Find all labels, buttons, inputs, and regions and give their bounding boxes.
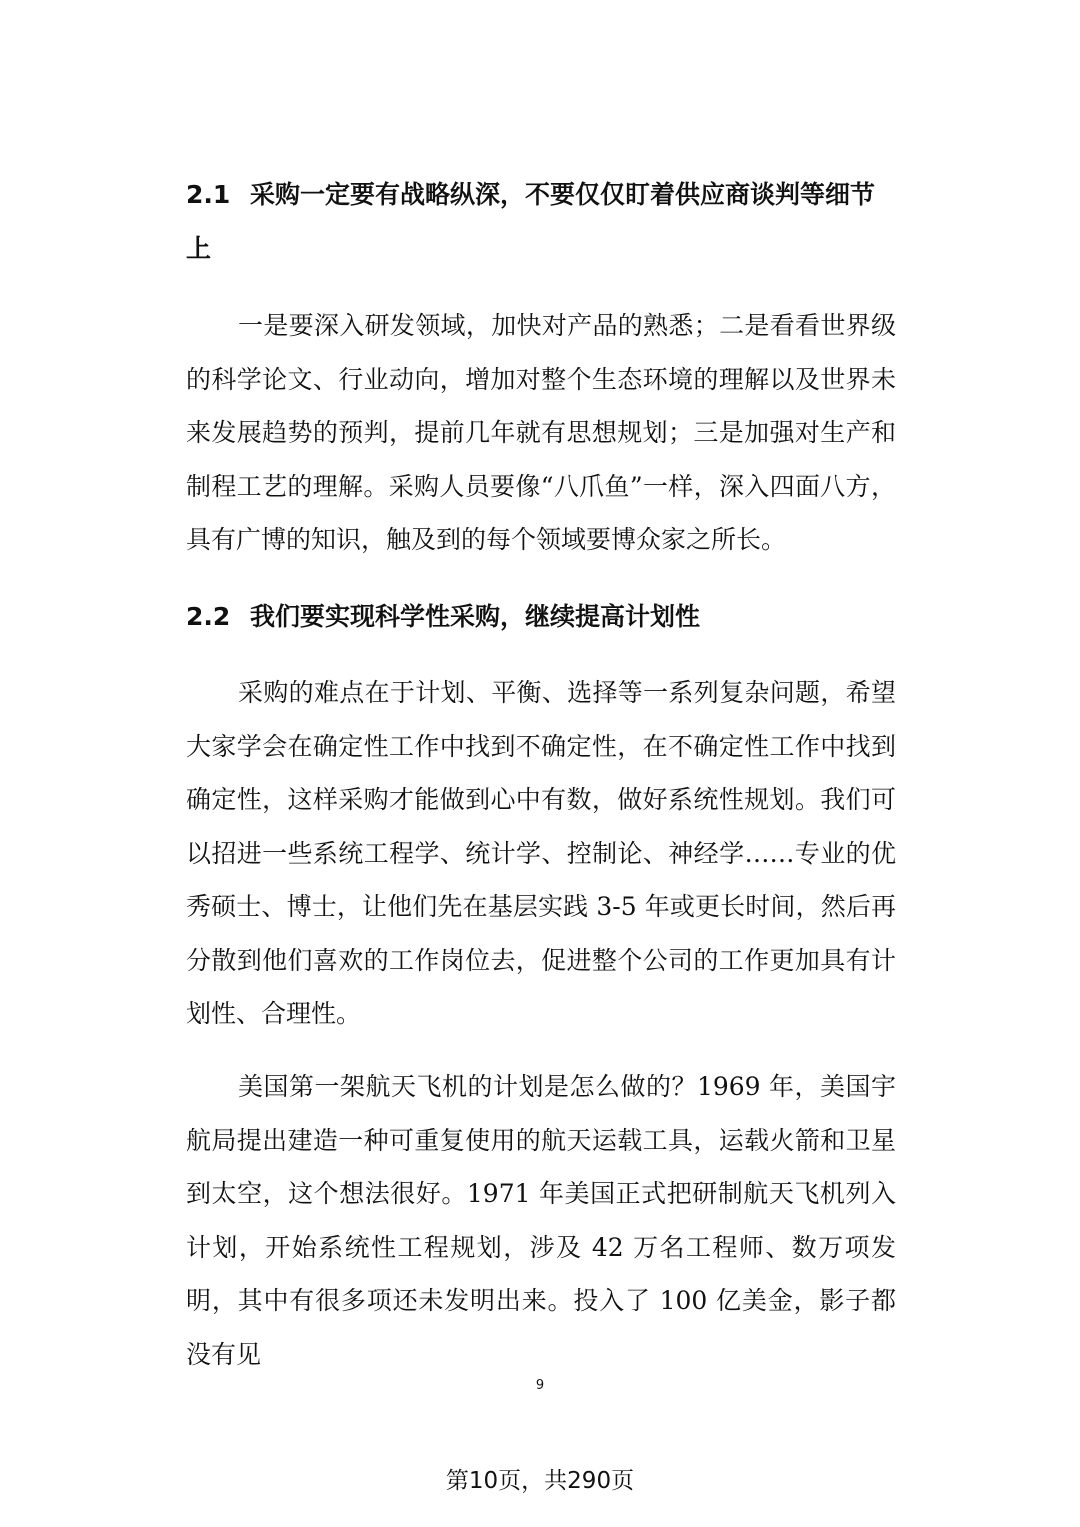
section-number: 2.1 [186,180,231,209]
paragraph: 一是要深入研发领域，加快对产品的熟悉；二是看看世界级的科学论文、行业动向，增加对整个生态环境的理解以及世界未来发展趋势的预判，提前几年就有思想规划；三是加强对生产和制程工艺的理解。采购人员要像“八爪鱼”一样，深入四面八方，具有广博的知识，触及到的每个领域要博众家之所长。 [186,311,896,554]
section-heading-2-1 [186,168,896,276]
section-number: 2.2 [186,602,231,631]
section-title: 采购一定要有战略纵深，不要仅仅盯着供应商谈判等细节上 [186,180,876,263]
paragraph: 采购的难点在于计划、平衡、选择等一系列复杂问题，希望大家学会在确定性工作中找到不确定性，在不确定性工作中找到确定性，这样采购才能做到心中有数，做好系统性规划。我们可以招进一些系统工程学、统计学、控制论、神经学……专业的优秀硕士、博士，让他们先在基层实践 3-5 年或更长时间，然后再分散到他们喜欢的工作岗位去，促进整个公司的工作更加具有计划性、合理性。 [186,678,896,1028]
page-count-footer: 第10页，共290页 [445,1468,635,1494]
page-number: 9 [535,1378,545,1393]
section-heading-2-2 [186,590,896,644]
section-title: 我们要实现科学性采购，继续提高计划性 [250,602,701,631]
paragraph: 美国第一架航天飞机的计划是怎么做的？1969 年，美国宇航局提出建造一种可重复使用的航天运载工具，运载火箭和卫星到太空，这个想法很好。1971 年美国正式把研制航天飞机列入计划，开始系统性工程规划，涉及 42 万名工程师、数万项发明，其中有很多项还未发明出来。投入了 100 亿美金，影子都没有见 [186,1072,896,1369]
